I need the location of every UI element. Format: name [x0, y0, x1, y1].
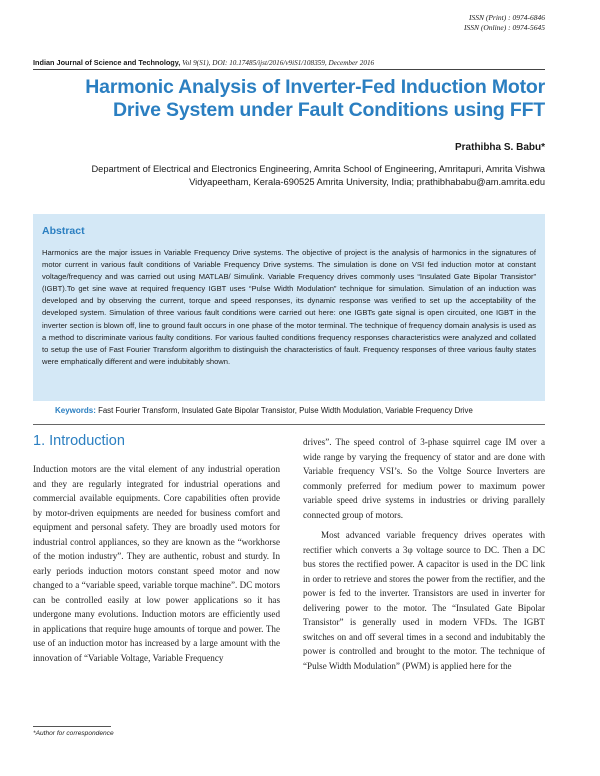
issn-block: [464, 13, 545, 33]
affiliation-line-2: Vidyapeetham, Kerala-690525 Amrita University, India; prathibhababu@am.amrita.edu: [189, 177, 545, 187]
footnote-divider: [33, 726, 111, 727]
body-column-right: [303, 435, 545, 673]
author-name: Prathibha S. Babu*: [454, 142, 545, 153]
abstract-text: Harmonics are the major issues in Variable Frequency Drive systems. The objective of project is the analysis of harmonics in the signatures of motor current in various fault conditions of Variable Frequency Drive systems. The simulation is done on VSI fed induction motor at constant voltage/frequency and was carried out using MATLAB/ Simulink. Variable Frequency drives commonly uses “Insulated Gate Bipolar Transistor” (IGBT).To get sine wave at required frequency IGBT uses “Pulse Width Modulation” technique for simulation. Simulation of an induction was developed and by observing the current, torque and speed responses, its dynamic response was verified to set up the acceptability of the developed system. Simulation of three various fault conditions were carried out here: one IGBTs gate signal is open circuited, one IGBT in the inverter section is blown off, line to ground fault occurs in one phase of the motor terminal. The technique of frequency domain analysis is used as a method to discriminate various faulty conditions. For various faulted conditions frequency responses characteristics were analyzed and collated to setup the use of Fast Fourier Transform algorithm to distinguish the characteristics of fault. Frequency responses of three various faulty states were emphatically different and were indubitably shown.: [42, 248, 536, 366]
issn-online: ISSN (Online) : 0974-5645: [463, 23, 545, 32]
journal-name: Indian Journal of Science and Technology,: [33, 58, 181, 67]
keywords-line: [55, 406, 473, 415]
section-heading-introduction: 1. Introduction: [33, 433, 125, 449]
abstract-box: [33, 214, 545, 401]
affiliation-line-1: Department of Electrical and Electronics Engineering, Amrita School of Engineering, Amritapuri, Amrita Vishwa: [91, 164, 545, 174]
keywords-divider: [33, 424, 545, 425]
author-affiliation: [33, 163, 545, 189]
intro-paragraph-3: Most advanced variable frequency drives operates with rectifier which converts a 3φ voltage source to DC. Then a DC bus stores the rectified power. A capacitor is used in the DC link in order to retrieve and stores the power from the rectifier, and the power is fed to the inverter. Transistors are used in inverter for delivering power to the motor. The “Insulated Gate Bipolar Transistor” is generally used in modern VFDs. The IGBT switches on and off several times in a second and indubitably the power is controlled and brought to the motor. The technique of “Pulse Width Modulation” (PWM) is applied here for the: [303, 530, 545, 671]
keywords-label: Keywords:: [55, 406, 96, 415]
journal-citation: Vol 9(S1), DOI: 10.17485/ijst/2016/v9iS1/108359, December 2016: [182, 59, 375, 67]
header-divider: [33, 69, 545, 70]
abstract-heading: Abstract: [42, 225, 85, 237]
body-column-left: [33, 462, 280, 665]
intro-paragraph-1: Induction motors are the vital element of any industrial operation and they are regularly integrated for industrial operations and commercial available equipments. Core capabilities often provide by motor-driven equipments are needed for business comfort and equipment and personal safety. They are broadly used motors for industrial control appliances, so they are known as the “workhorse of the motion industry”. They are authentic, robust and sturdy. In early periods induction motors constant speed motor and now changed to a “variable speed, variable torque machine”. DC motors can be controlled easily at low power applications so it has undergone many evolutions. Induction motors are efficiently used in applications that require huge amounts of torque and power. The use of an induction motor has increased by a large amount with the innovation of “Variable Voltage, Variable Frequency: [33, 464, 280, 663]
title-line-2: Drive System under Fault Conditions using FFT: [113, 99, 545, 121]
journal-citation-line: [33, 58, 374, 67]
keywords-text: Fast Fourier Transform, Insulated Gate Bipolar Transistor, Pulse Width Modulation, Variable Frequency Drive: [98, 406, 473, 415]
paper-title: [33, 76, 545, 122]
footnote-correspondence: *Author for correspondence: [33, 730, 114, 737]
issn-print: ISSN (Print) : 0974-6846: [468, 13, 545, 22]
intro-paragraph-2: drives”. The speed control of 3-phase squirrel cage IM over a wide range by varying the frequency of stator and are done with Variable frequency VSI’s. So the Voltge Source Inverters are commonly preferred for medium power to maximum power variable speed drive systems in industries or driving parallely connected group of motors.: [303, 437, 545, 520]
title-line-1: Harmonic Analysis of Inverter-Fed Induction Motor: [85, 76, 545, 98]
